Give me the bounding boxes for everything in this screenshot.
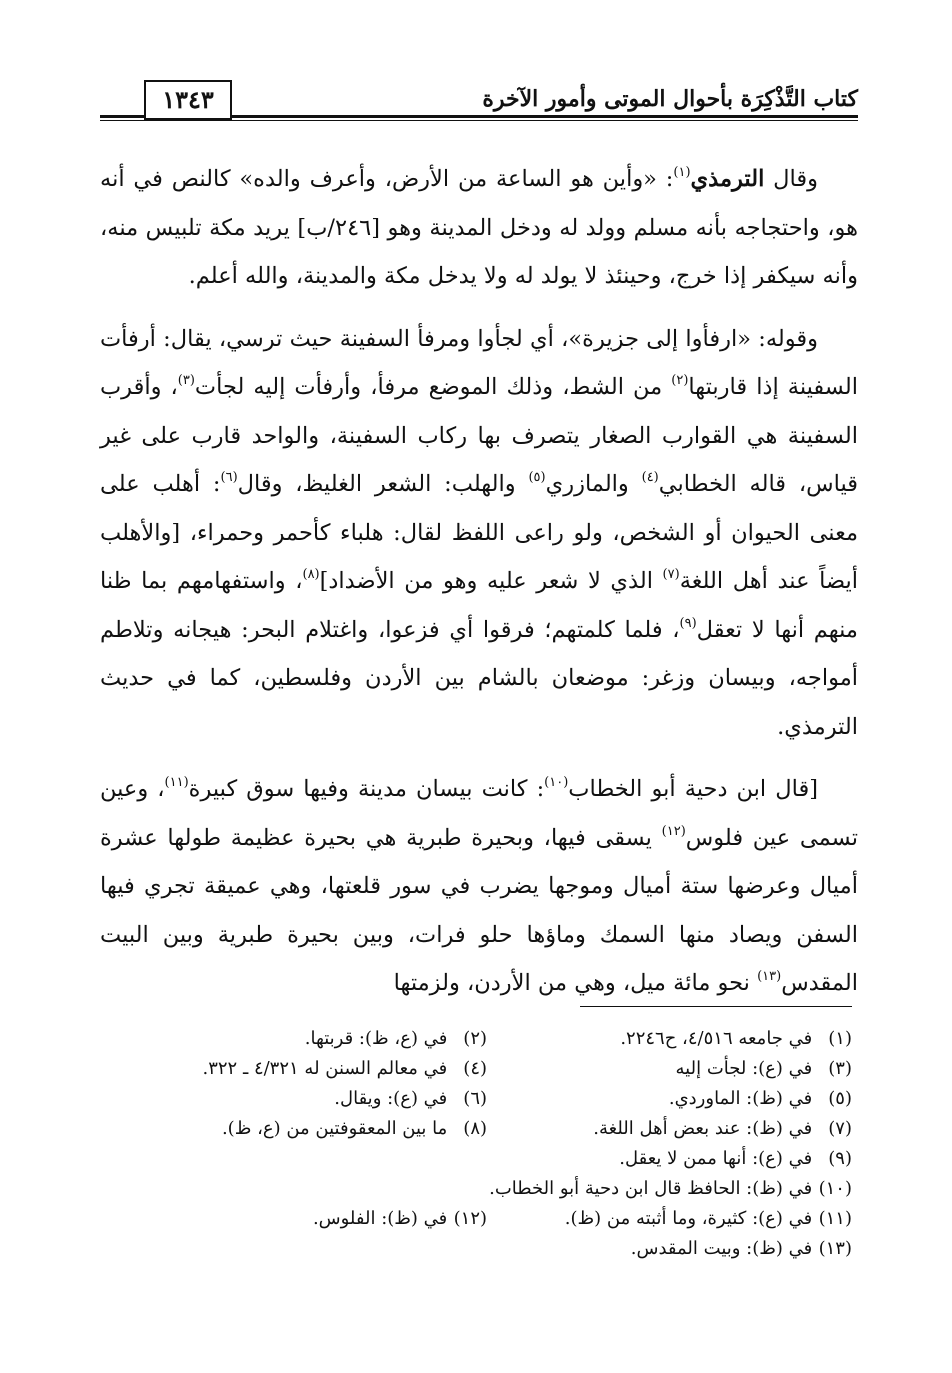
footnote-ref: (٤) bbox=[641, 470, 659, 485]
footnote-item bbox=[94, 1084, 487, 1114]
footnote-number: (٣) bbox=[828, 1058, 852, 1079]
footnote-number: (١٣) bbox=[818, 1238, 852, 1259]
footnote-item bbox=[94, 1024, 487, 1054]
footnote-ref: (٣) bbox=[177, 373, 195, 388]
footnote-text: في جامعه ٤/٥١٦، ح٢٢٤٦. bbox=[620, 1028, 813, 1049]
footnote-ref: (١) bbox=[673, 165, 691, 180]
footnote-number: (١٢) bbox=[453, 1208, 488, 1229]
footnote-ref: (٦) bbox=[220, 470, 238, 485]
footnote-ref: (٧) bbox=[662, 567, 680, 582]
text-run: وقوله: «ارفأوا إلى جزيرة»، أي لجأوا ومرفأ السفينة حيث ترسي، يقال: أرفأت السفينة إذا قاربتها bbox=[100, 325, 858, 400]
text-run: الذي لا شعر عليه وهو من الأضداد] bbox=[319, 568, 663, 594]
text-run: نحو مائة ميل، وهي من الأردن، ولزمتها bbox=[393, 970, 758, 996]
footnote-text: في (ظ): عند بعض أهل اللغة. bbox=[593, 1118, 813, 1139]
text-run: ، وعين تسمى عين فلوس bbox=[100, 776, 858, 851]
footnote-number: (١٠) bbox=[818, 1178, 852, 1199]
footnote-item bbox=[94, 1174, 852, 1204]
footnote-item bbox=[94, 1114, 487, 1144]
footnote-number: (٤) bbox=[463, 1058, 488, 1079]
footnotes bbox=[94, 1024, 852, 1264]
footnote-ref: (١٠) bbox=[544, 775, 569, 790]
footnote-ref: (٨) bbox=[302, 567, 320, 582]
footnote-item bbox=[487, 1054, 852, 1084]
footnote-ref: (٢) bbox=[671, 373, 689, 388]
footnote-ref: (٩) bbox=[679, 615, 697, 631]
footnote-text: في (ع، ظ): قربتها. bbox=[304, 1028, 448, 1049]
footnote-separator bbox=[580, 1006, 852, 1007]
footnote-number: (٨) bbox=[463, 1118, 488, 1139]
footnote-number: (١١) bbox=[818, 1208, 852, 1229]
text-run: ، فلما كلمتهم؛ فرقوا أي فزعوا، واغتلام البحر: هيجانه وتلاطم أمواجه، وبيسان وزغر: موضعان بالشام بين الأردن وفلسطين، كما في حديث الترمذي. bbox=[100, 616, 858, 740]
footnote-item bbox=[487, 1114, 852, 1144]
book-title: كتاب التَّذْكِرَة بأحوال الموتى وأمور الآخرة bbox=[482, 86, 858, 112]
footnote-text: في (ظ): الفلوس. bbox=[312, 1208, 448, 1229]
paragraph-3 bbox=[100, 765, 858, 1008]
text-run: : كانت بيسان مدينة وفيها سوق كبيرة bbox=[188, 776, 545, 802]
footnote-text: في (ع): كثيرة، وما أثبته من (ظ). bbox=[564, 1208, 813, 1229]
text-run: والمازري bbox=[545, 471, 642, 497]
footnote-text: في (ع): ويقال. bbox=[334, 1088, 448, 1109]
footnote-text: في معالم السنن له ٤/٣٢١ ـ ٣٢٢. bbox=[202, 1058, 448, 1079]
footnote-item bbox=[94, 1204, 487, 1234]
text-run: والهلب: الشعر الغليظ، وقال bbox=[237, 471, 529, 497]
main-text bbox=[100, 155, 858, 1022]
footnote-text: في (ع): أنها ممن لا يعقل. bbox=[619, 1148, 813, 1169]
footnote-item bbox=[94, 1144, 852, 1174]
paragraph-1 bbox=[100, 155, 858, 301]
text-run: ، واستفهامهم بما ظنا منهم أنها لا تعقل bbox=[100, 568, 858, 643]
text-run: : أهلب على معنى الحيوان أو الشخص، ولو راعى اللفظ لقال: هلباء كأحمر وحمراء، [والأهلب أيضاً عند أهل اللغة bbox=[100, 471, 858, 594]
footnote-item bbox=[94, 1054, 487, 1084]
footnote-number: (٦) bbox=[463, 1088, 488, 1109]
page-number: ١٣٤٣ bbox=[144, 80, 232, 120]
text-run: من الشط، وذلك الموضع مرفأ، وأرفأت إليه لجأت bbox=[194, 374, 672, 400]
footnote-item bbox=[94, 1234, 852, 1264]
footnote-ref: (١١) bbox=[164, 775, 189, 790]
footnote-text: في (ظ): الماوردي. bbox=[668, 1088, 813, 1109]
footnote-ref: (١٣) bbox=[757, 969, 782, 984]
footnote-ref: (٥) bbox=[528, 470, 546, 485]
footnote-item bbox=[487, 1084, 852, 1114]
footnote-item bbox=[487, 1024, 852, 1054]
text-run: : «وأين هو الساعة من الأرض، وأعرف والده» كالنص في أنه هو، واحتجاجه بأنه مسلم وولد له ودخل المدينة وهو [٢٤٦/ب] يريد مكة تلبيس منه، وأنه سيكفر إذا خرج، وحينئذ لا يولد له ولا يدخل مكة والمدينة، والله أعلم. bbox=[100, 166, 858, 289]
running-header bbox=[100, 82, 858, 122]
text-run: [قال ابن دحية أبو الخطاب bbox=[568, 776, 818, 802]
footnote-text: في (ظ): الحافظ قال ابن دحية أبو الخطاب. bbox=[489, 1178, 813, 1199]
author-name: الترمذي bbox=[690, 166, 765, 192]
paragraph-2 bbox=[100, 315, 858, 752]
text-run: يسقى فيها، وبحيرة طبرية هي بحيرة عظيمة طولها عشرة أميال وعرضها ستة أميال وموجها يضرب في سور قلعتها، وهي عميقة تجري فيها السفن ويصاد منها السمك وماؤها حلو فرات، وبين بحيرة طبرية وبين البيت المقدس bbox=[100, 824, 858, 996]
footnote-number: (١) bbox=[828, 1028, 852, 1049]
footnote-text: في (ع): لجأت إليه bbox=[675, 1058, 813, 1079]
footnote-text: ما بين المعقوفتين من (ع، ظ). bbox=[221, 1118, 448, 1139]
footnote-ref: (١٢) bbox=[661, 823, 686, 839]
footnote-number: (٧) bbox=[828, 1118, 852, 1139]
text-run: وقال bbox=[764, 166, 818, 192]
footnote-item bbox=[487, 1204, 852, 1234]
footnote-text: في (ظ): وبيت المقدس. bbox=[630, 1238, 813, 1259]
footnote-number: (٩) bbox=[828, 1148, 852, 1169]
text-run: ، وأقرب السفينة هي القوارب الصغار يتصرف بها ركاب السفينة، والواحد قارب على غير قياس، قاله الخطابي bbox=[100, 374, 858, 497]
footnote-number: (٢) bbox=[463, 1028, 488, 1049]
footnote-number: (٥) bbox=[828, 1088, 852, 1109]
